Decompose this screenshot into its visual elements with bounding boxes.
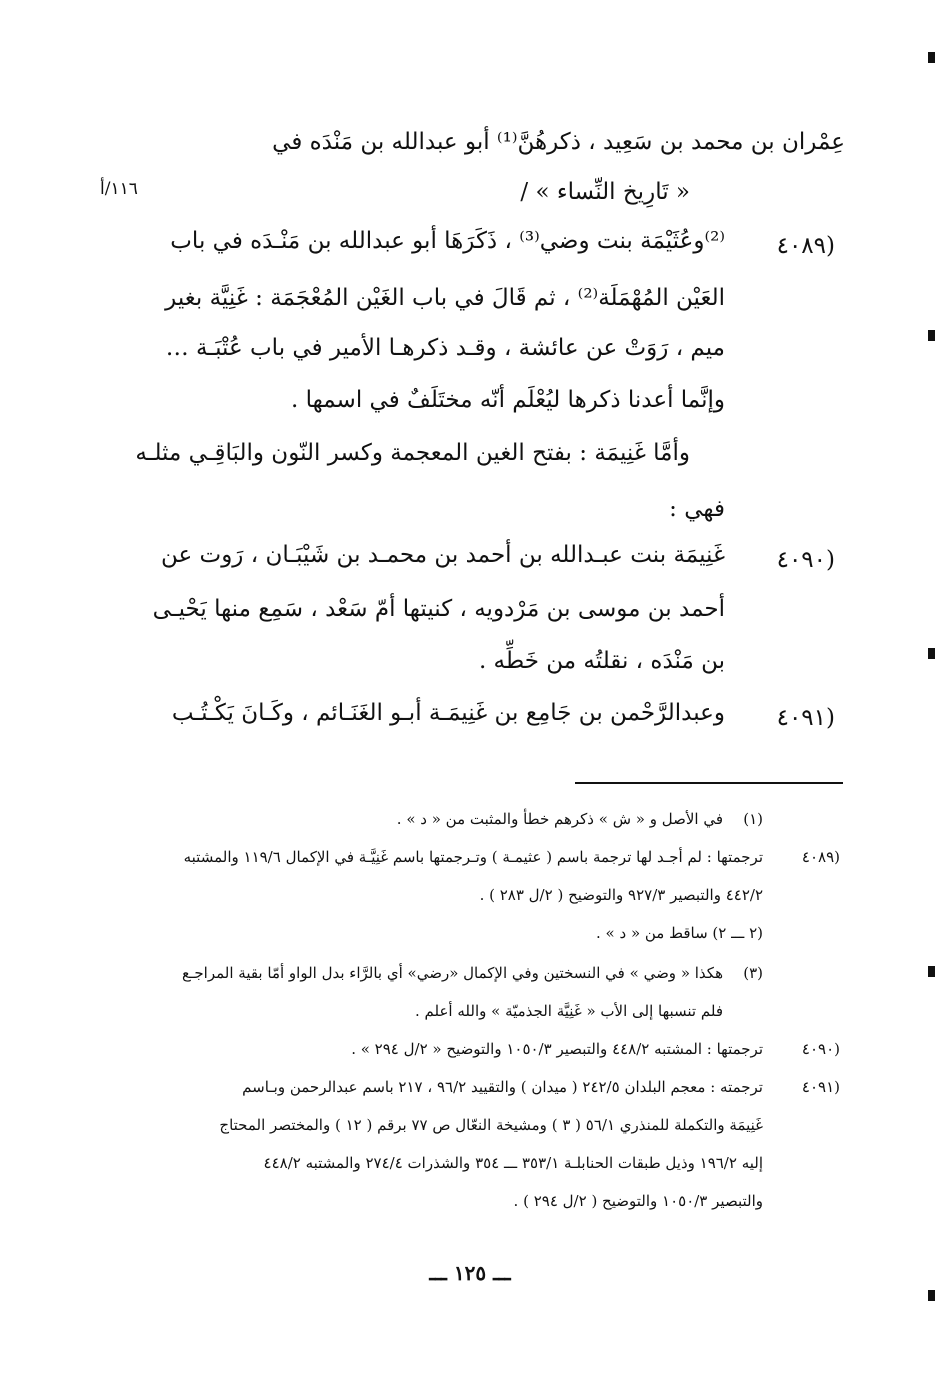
scan-edge-mark xyxy=(928,52,935,63)
text-line: بن مَنْدَه ، نقلتُه من خَطِّه . xyxy=(478,648,725,674)
scan-edge-mark xyxy=(928,648,935,659)
entry-number: (٤٠٨٩ xyxy=(776,233,835,259)
entry-number: (٤٠٩١ xyxy=(776,705,835,731)
footnote-label: (٤٠٨٩ xyxy=(801,848,840,866)
entry-number: (٤٠٩٠ xyxy=(776,547,835,573)
footnote-line: فلم تنسبها إلى الأب « غَنِيَّة الجذميّة » والله أعلم . xyxy=(415,1002,723,1020)
folio-marker: ١١٦/أ xyxy=(100,179,138,199)
text-line: أحمد بن موسى بن مَرْدويه ، كنيتها أمّ سَعْد ، سَمِع منها يَحْيـى xyxy=(152,596,725,622)
text-line: العَيْن المُهْمَلَة⁽²⁾ ، ثم قَالَ في باب الغَيْن المُعْجَمَة : غَنِيَّة بغير xyxy=(165,285,725,311)
footnote-line: ترجمتها : المشتبه ٤٤٨/٢ والتبصير ١٠٥٠/٣ والتوضيح « ٢/ل ٢٩٤ » . xyxy=(351,1040,763,1058)
footnote-line: والتبصير ١٠٥٠/٣ والتوضيح ( ٢/ل ٢٩٤ ) . xyxy=(513,1192,763,1210)
text-line: فهي : xyxy=(669,496,725,522)
footnote-line: (٢ ـــ ٢) ساقط من « د » . xyxy=(596,924,763,942)
footnote-label: (٣) xyxy=(743,964,763,982)
footnote-line: هكذا « وضي » في النسختين وفي الإكمال «رضي» أي بالرَّاء بدل الواو أمّا بقية المراجـع xyxy=(182,964,723,982)
text-line: عِمْران بن محمد بن سَعِيد ، ذكرهُنَّ⁽¹⁾ أبو عبدالله بن مَنْدَه في xyxy=(272,129,845,155)
footnote-label: (١) xyxy=(743,810,763,828)
text-line: ⁽²⁾وعُثَيْمَة بنت وضي⁽³⁾ ، ذَكَرَهَا أبو عبدالله بن مَنْـدَه في باب xyxy=(170,228,725,254)
footnote-label: (٤٠٩٠ xyxy=(801,1040,840,1058)
text-line: وأمَّا غَنِيمَة : بفتح الغين المعجمة وكسر النّون والبَاقِـي مثلـه xyxy=(135,440,690,466)
page-number: ـــ ١٢٥ ـــ xyxy=(429,1261,511,1285)
footnote-line: ترجمته : معجم البلدان ٢٤٢/٥ ( ميدان ) والتقييد ٩٦/٢ ، ٢١٧ باسم عبدالرحمن وبـاسم xyxy=(242,1078,763,1096)
footnote-line: ٤٤٢/٢ والتبصير ٩٢٧/٣ والتوضيح ( ٢/ل ٢٨٣ ) . xyxy=(479,886,763,904)
text-line: ميم ، رَوَتْ عن عائشة ، وقـد ذكرهـا الأمير في باب عُتْبَـة … xyxy=(165,335,725,361)
scan-edge-mark xyxy=(928,966,935,977)
text-line: وإنَّما أعدنا ذكرها ليُعْلَم أنّه مختَلَفٌ في اسمها . xyxy=(291,387,725,413)
text-line: وعبدالرَّحْمن بن جَامِع بن غَنِيمَـة أبـو الغَنَـائم ، وكَـانَ يَكْـتُـب xyxy=(171,700,725,726)
footnote-divider xyxy=(575,782,843,784)
footnote-line: في الأصل و « ش » ذكرهم خطأ والمثبت من « د » . xyxy=(396,810,723,828)
footnote-line: إليه ١٩٦/٢ وذيل طبقات الحنابلـة ٣٥٣/١ ـــ ٣٥٤ والشذرات ٢٧٤/٤ والمشتبه ٤٤٨/٢ xyxy=(263,1154,763,1172)
scan-edge-mark xyxy=(928,1290,935,1301)
text-line: « تَارِيخ النِّساء » / xyxy=(520,179,690,205)
scan-edge-mark xyxy=(928,330,935,341)
text-line: غَنِيمَة بنت عبـدالله بن أحمد بن محمـد بن شَيْبَـان ، رَوت عن xyxy=(161,542,725,568)
footnote-line: غَنِيمَة والتكملة للمنذري ٥٦/١ ( ٣ ) ومشيخة النعّال ص ٧٧ برقم ( ١٢ ) والمختصر المحتاج xyxy=(219,1116,763,1134)
footnote-label: (٤٠٩١ xyxy=(801,1078,840,1096)
footnote-line: ترجمتها : لم أجـد لها ترجمة باسم ( عثيمـة ) وتـرجمتها باسم غَنِيَّـة في الإكمال ١١٩/٦ والمشتبه xyxy=(183,848,763,866)
